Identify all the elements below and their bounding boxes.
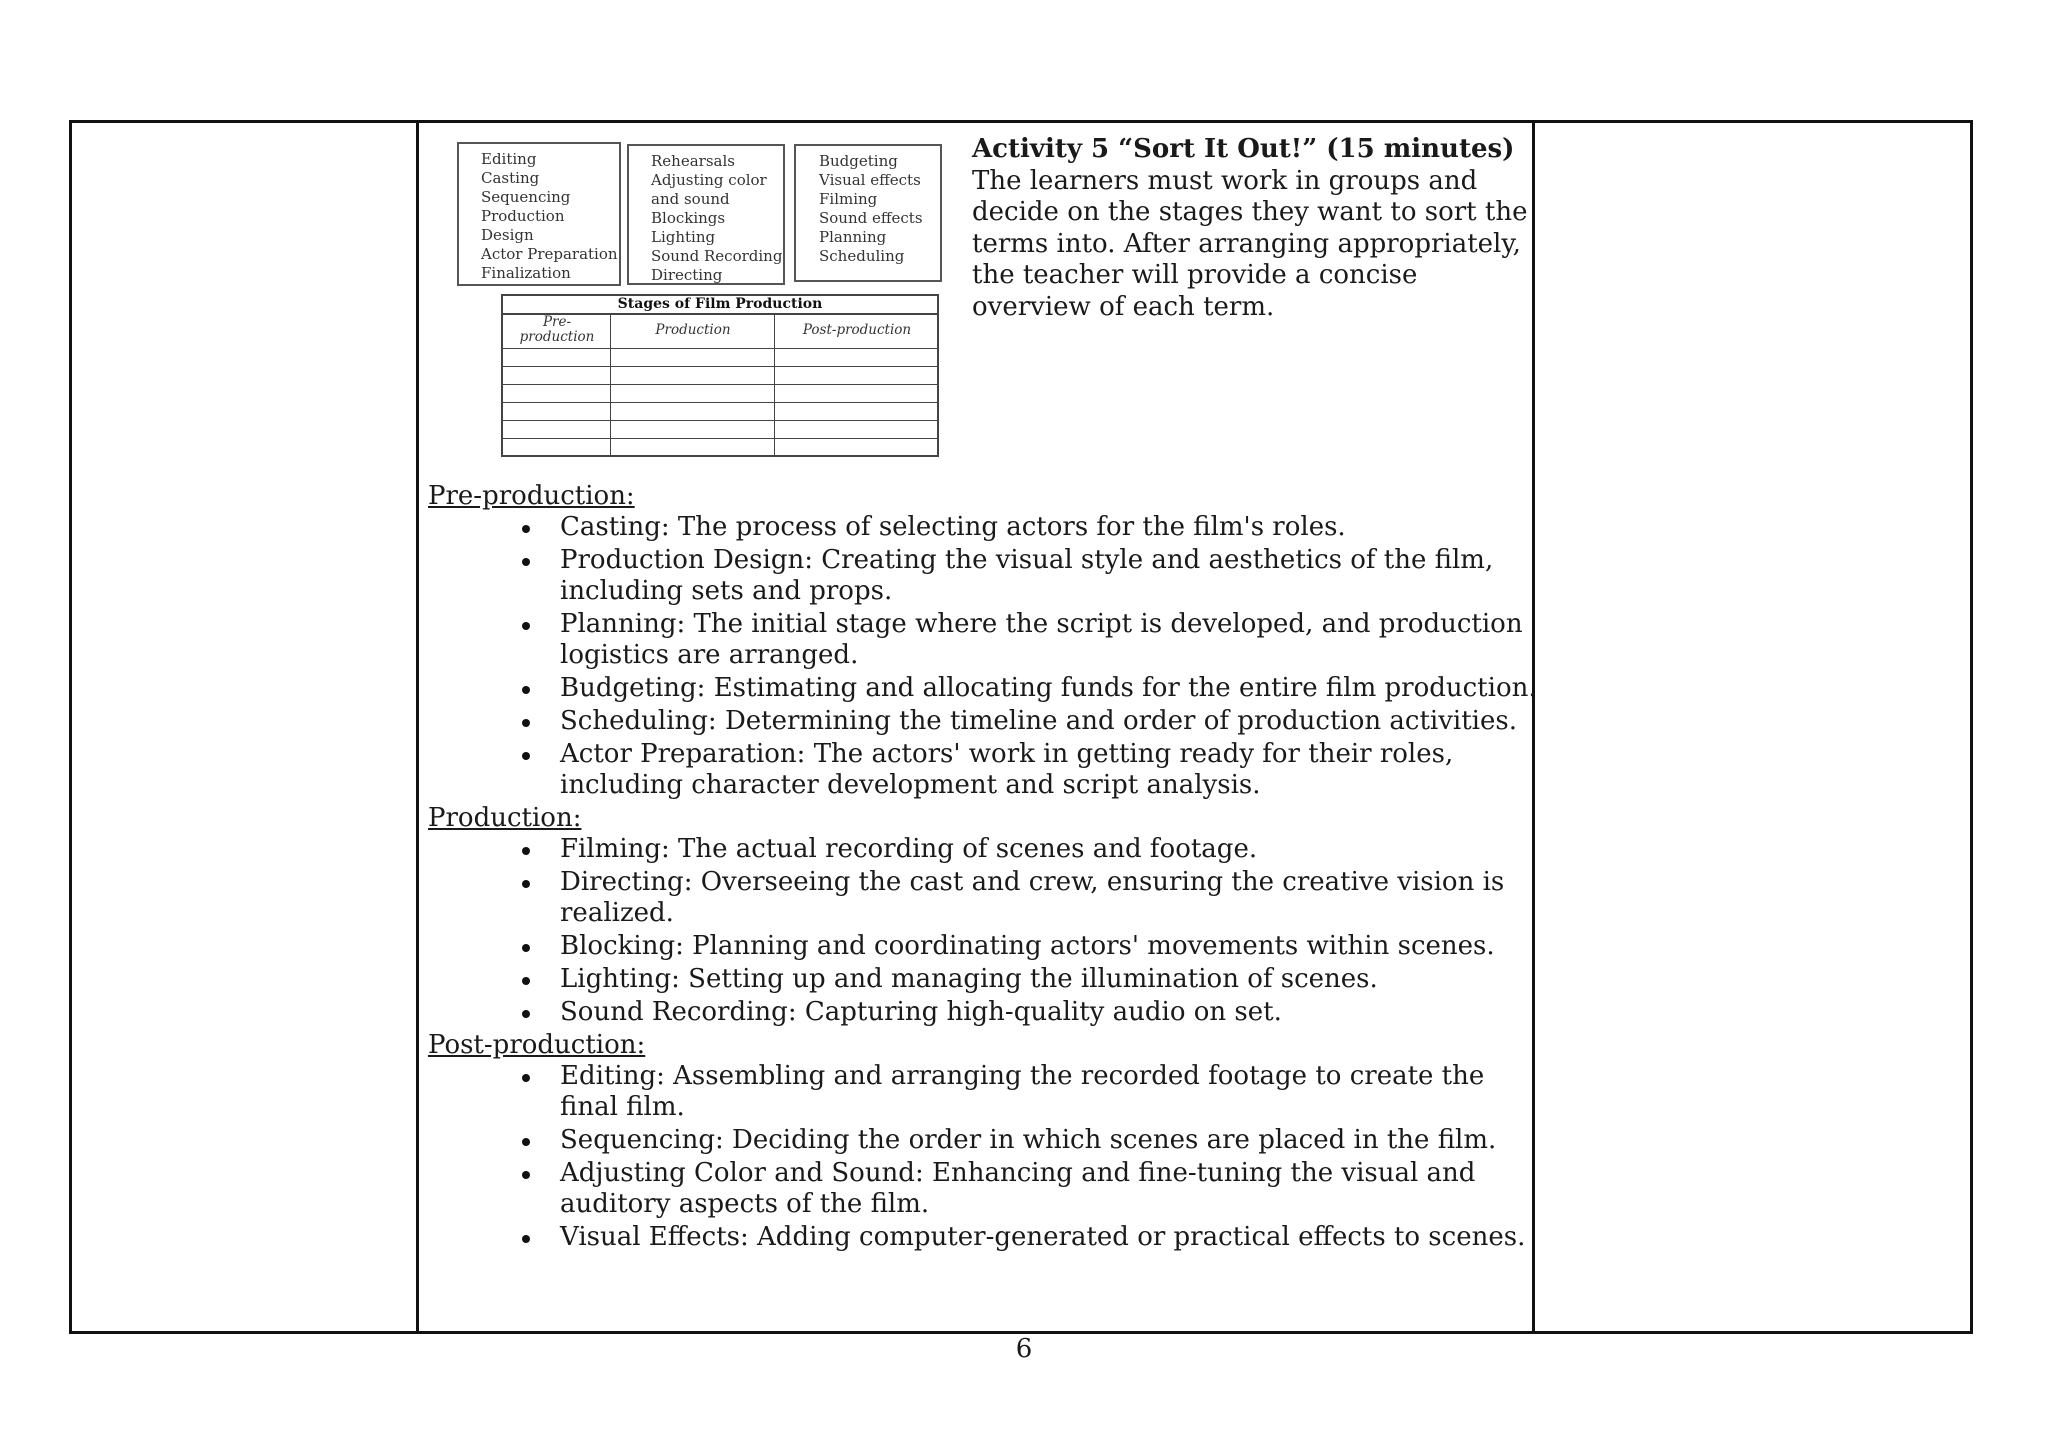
bullet-icon [522, 977, 530, 985]
activity-block [972, 134, 1542, 323]
term-box-1 [457, 142, 621, 286]
list-item: Production Design: Creating the visual style and aesthetics of the film, including sets and props. [428, 545, 1538, 607]
term: Directing [651, 266, 723, 284]
term: Editing [481, 150, 537, 168]
list-item: Editing: Assembling and arranging the recorded footage to create the final film. [428, 1061, 1538, 1123]
section-heading-production: Production: [428, 803, 582, 833]
term: and sound [651, 190, 730, 208]
bullet-icon [522, 622, 530, 630]
list-item: Lighting: Setting up and managing the illumination of scenes. [428, 964, 1538, 995]
term: Sound effects [819, 209, 923, 227]
term: Filming [819, 190, 878, 208]
list-item: Blocking: Planning and coordinating actors' movements within scenes. [428, 931, 1538, 962]
term: Lighting [651, 228, 716, 246]
term: Design [481, 226, 534, 244]
list-item: Filming: The actual recording of scenes and footage. [428, 834, 1538, 865]
stages-header-production: Production [655, 321, 731, 338]
term: Production [481, 207, 565, 225]
bullet-icon [522, 944, 530, 952]
term: Sequencing [481, 188, 571, 206]
term: Rehearsals [651, 152, 735, 170]
post-production-list [428, 1061, 1538, 1253]
bullet-icon [522, 1138, 530, 1146]
term: Actor Preparation [481, 245, 618, 263]
term: Sound Recording [651, 247, 783, 265]
pre-production-list [428, 512, 1538, 801]
bullet-icon [522, 558, 530, 566]
list-item: Budgeting: Estimating and allocating funds for the entire film production. [428, 673, 1538, 704]
list-item: Planning: The initial stage where the script is developed, and production logistics are arranged. [428, 609, 1538, 671]
stages-table [501, 294, 939, 457]
bullet-icon [522, 719, 530, 727]
section-heading-pre-production: Pre-production: [428, 481, 635, 511]
list-item: Casting: The process of selecting actors for the film's roles. [428, 512, 1538, 543]
table-row-line [503, 384, 937, 385]
table-row-line [503, 348, 937, 349]
stages-header-pre-production: Pre- production [519, 314, 595, 345]
term: Scheduling [819, 247, 905, 265]
list-item: Visual Effects: Adding computer-generated or practical effects to scenes. [428, 1222, 1538, 1253]
bullet-icon [522, 1074, 530, 1082]
list-item: Scheduling: Determining the timeline and order of production activities. [428, 706, 1538, 737]
term-box-2 [627, 144, 785, 285]
activity-title: Activity 5 “Sort It Out!” (15 minutes) [972, 134, 1515, 164]
bullet-icon [522, 1171, 530, 1179]
page-number: 6 [1015, 1334, 1033, 1364]
term: Planning [819, 228, 887, 246]
table-row-line [503, 438, 937, 439]
term: Budgeting [819, 152, 898, 170]
bullet-icon [522, 880, 530, 888]
bullet-icon [522, 1010, 530, 1018]
list-item: Adjusting Color and Sound: Enhancing and fine-tuning the visual and auditory aspects of the film. [428, 1158, 1538, 1220]
term: Adjusting color [651, 171, 767, 189]
stages-table-title: Stages of Film Production [503, 296, 937, 315]
stages-header-post-production: Post-production [802, 321, 912, 338]
term-box-3 [794, 144, 942, 282]
term: Finalization [481, 264, 571, 282]
bullet-icon [522, 752, 530, 760]
list-item: Sequencing: Deciding the order in which scenes are placed in the film. [428, 1125, 1538, 1156]
table-row-line [503, 402, 937, 403]
column-divider-left [416, 123, 419, 1331]
bullet-icon [522, 1235, 530, 1243]
list-item: Sound Recording: Capturing high-quality audio on set. [428, 997, 1538, 1028]
bullet-icon [522, 847, 530, 855]
bullet-icon [522, 525, 530, 533]
activity-description: The learners must work in groups and decide on the stages they want to sort the terms into. After arranging appropriately, the teacher will provide a concise overview of each term. [972, 165, 1528, 322]
term: Blockings [651, 209, 726, 227]
list-item: Actor Preparation: The actors' work in getting ready for their roles, including character development and script analysis. [428, 739, 1538, 801]
section-heading-post-production: Post-production: [428, 1030, 646, 1060]
term: Visual effects [819, 171, 921, 189]
bullet-icon [522, 686, 530, 694]
term: Casting [481, 169, 540, 187]
table-row-line [503, 366, 937, 367]
production-list [428, 834, 1538, 1028]
list-item: Directing: Overseeing the cast and crew, ensuring the creative vision is realized. [428, 867, 1538, 929]
term-definitions [428, 481, 1538, 1255]
table-row-line [503, 420, 937, 421]
